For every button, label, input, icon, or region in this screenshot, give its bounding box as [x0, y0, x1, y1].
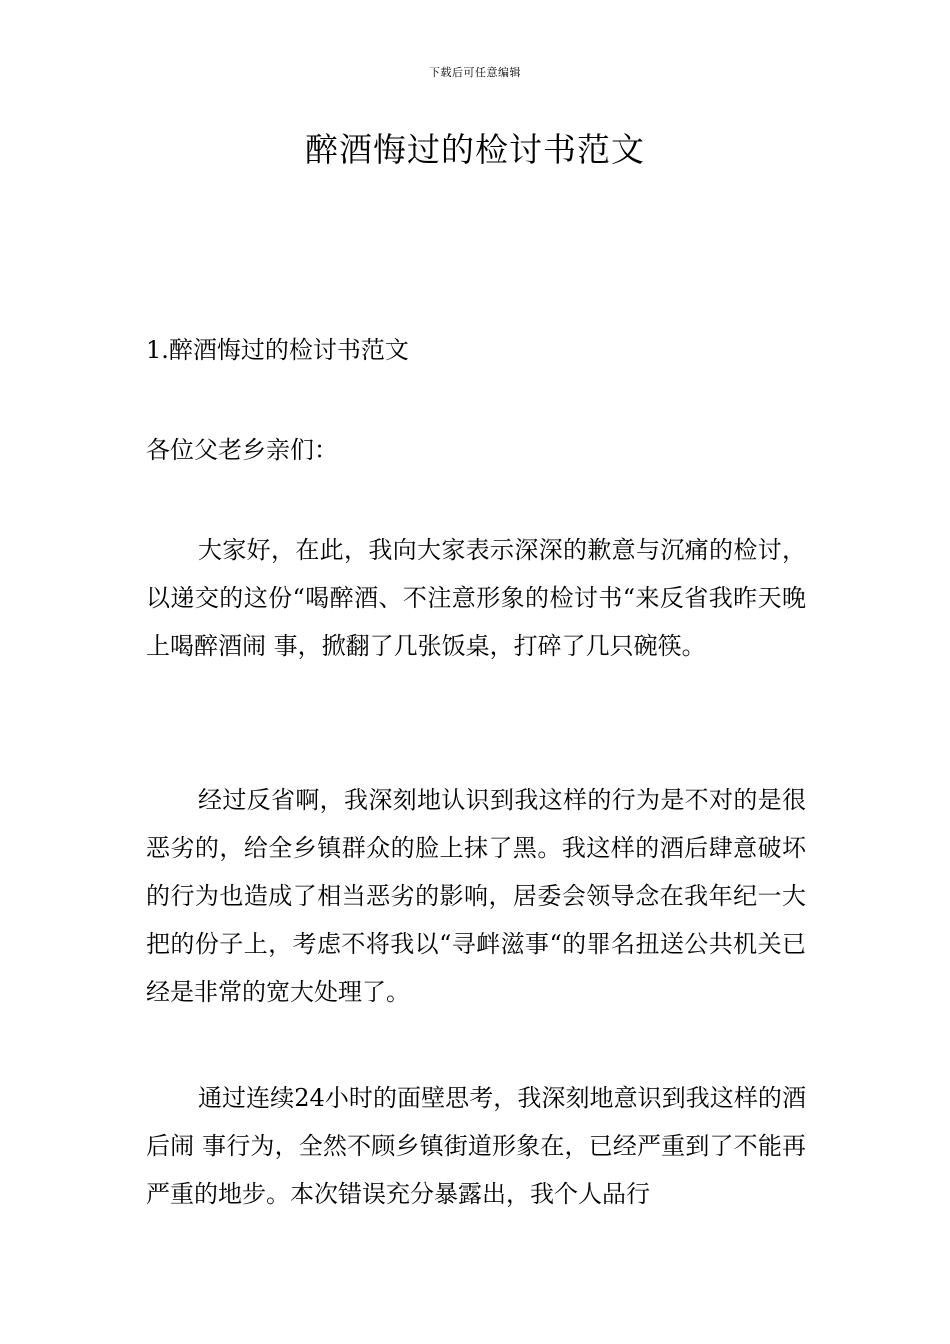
salutation: 各位父老乡亲们： — [146, 436, 338, 464]
paragraph-3: 通过连续24小时的面壁思考，我深刻地意识到我这样的酒后闹 事行为，全然不顾乡镇街道形象在，已经严重到了不能再严重的地步。本次错误充分暴露出，我个人品行 — [146, 1084, 806, 1208]
document-title: 醉酒悔过的检讨书范文 — [305, 130, 645, 169]
header-note: 下载后可任意编辑 — [429, 66, 521, 79]
section-heading: 1.醉酒悔过的检讨书范文 — [146, 336, 409, 364]
paragraph-1: 大家好，在此，我向大家表示深深的歉意与沉痛的检讨，以递交的这份“喝醉酒、不注意形象的检讨书“来反省我昨天晚上喝醉酒闹 事，掀翻了几张饭桌，打碎了几只碗筷。 — [146, 536, 806, 660]
paragraph-2: 经过反省啊，我深刻地认识到我这样的行为是不对的是很恶劣的，给全乡镇群众的脸上抹了黑。我这样的酒后肆意破坏的行为也造成了相当恶劣的影响，居委会领导念在我年纪一大把的份子上，考虑不将我以“寻衅滋事“的罪名扭送公共机关已经是非常的宽大处理了。 — [146, 786, 806, 1006]
